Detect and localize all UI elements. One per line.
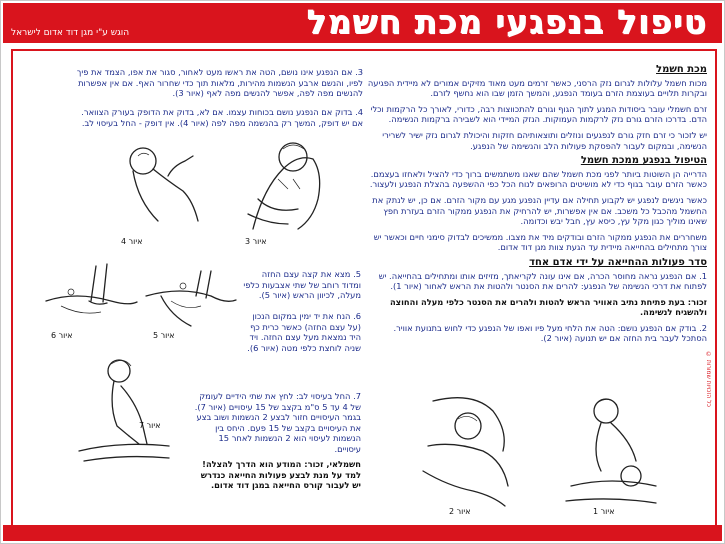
section-title-treatment: הטיפול בנפגע ממכת חשמל	[580, 155, 707, 167]
content-panel	[11, 49, 717, 527]
paragraph: יש לזכור כי זרם חזק גורם לנפגעים ונוזלים ותוצאותיהם חזקות והיכולת לגרום נזק ישיר לשרירי הנשימה, ובמקום לעבור להפסקת פעולות הלב והנשימה של הנפגע.	[382, 129, 707, 151]
step-5-text	[243, 269, 361, 306]
paragraph: זרם חשמלי עובר ביסודות המגע לתוך הגוף וגורם להתכווצות רבה, כדורי, לאורך כל הרקמות וכלי הדם. בדרכו הזרם גורם נזק לרקמות העמוקות. הנזק המיידי הוא לשבירה ברקמות הנשימה.	[370, 103, 707, 125]
paragraph: 4. בדוק אם הנפגע נושם בכוחות עצמו. אם לא, בדוק את הדופק בעורק הצוואר. אם יש דופק, המשך רק בהנשמה מפה לפה (איור 4). אין דופק - החל בעיסוי לב.	[81, 107, 363, 128]
page-title: טיפול בנפגעי מכת חשמל	[307, 3, 708, 42]
paragraph: 5. מצא את קצה עצם החזה ומדוד רוחב של שתי אצבעות כלפי מעלה, לכיוון הראש (איור 5).	[243, 269, 361, 301]
caption-fig4: איור 4	[121, 237, 143, 246]
caption-fig7: איור 7	[139, 421, 161, 430]
footer-band	[3, 525, 722, 541]
illustration-pulse-check	[113, 131, 203, 241]
paragraph: הדרייה הן השוטות ביותר לפני מכת חשמל שהם שאנו משתמשים ברוך כדי להציל ולאחזו בעצמם. כאשר הזרם עובר בגוף כדי לא מושיטים הרופאים לנוח הכל כפי ההשפעה בהצלת הנפגע ולעצור.	[369, 168, 707, 190]
header-banner	[3, 3, 722, 43]
step-8-text	[191, 459, 361, 496]
step-6-text	[243, 311, 361, 358]
paragraph: 1. אם הנפגע נראה מחוסר הכרה, אם אינו עונה לקריאתך, מזיזים אותו ומתחילים בהחייאה. יש לפתוח את דרכי הנשימה של הנפגע: להרים את הסנטר ולהטות את הראש לאחור (איור 1).	[378, 270, 707, 292]
paragraph: 2. בודק אם הנפגע נושם: הטה את הלחי מעל פיו ואפו של הנפגע כדי לחוש בתנועת אוויר. הסתכל לעבר בית החזה אם יש תנועה (איור 2).	[393, 322, 707, 344]
illustration-hand-position	[41, 256, 141, 334]
paragraph: חשמלאי, זכור: המודע הוא הדרך להצלה! למד על מנת לבצע פעולות החייאה כנדרש יש לעבור קורס החייאה במגן דוד אדום.	[200, 459, 361, 491]
section-title-electric-shock: מכת חשמל	[656, 64, 707, 75]
paragraph: 3. אם הנפגע אינו נושם, הטה את ראשו מעט לאחור, סגור את אפו, הצמד את פיך לפיו, והנשם ארבע הנשמות מהירות, מלאות תוך כדי שחרור האף. אם אין אפשרות להנשים מפה לפה, אפשר להנשים מפה לאף (איור 3).	[76, 67, 363, 99]
section-title-cpr-order: סדר פעולות ההחייאה על ידי אדם אחד	[529, 256, 707, 268]
illustration-mouth-to-mouth	[238, 129, 328, 239]
illustration-sternum-locate	[141, 256, 241, 334]
paragraph-note: זכור: בעת פתיחת נתיב האוויר הראש להטות ולהרים את הסנטר כלפי מעלה והחוצה ולהשגיח לנשימה.	[389, 296, 707, 318]
step-7-text	[191, 391, 361, 460]
illustration-airway-open	[561, 391, 661, 511]
step-3-text	[73, 67, 363, 104]
page-subtitle: הוגש ע"י מגן דוד אדום לישראל	[11, 28, 130, 38]
paragraph: משחררים את הנפגע ממקור הזרם ובודקים מיד את מצבו. ממשיכים לבדוק סימני חיים וכאשר יש צורך מתחילים בהחייאה מיידית עד הגעת צוות מגן דוד אדום.	[373, 231, 707, 253]
caption-fig6: איור 6	[51, 331, 73, 340]
right-column	[367, 65, 707, 349]
caption-fig2: איור 2	[449, 507, 471, 516]
paragraph: כאשר ניגשים לנפגע יש לקבוע תחילה אם עדיין הנפגע מגע עם מקור הזרם. אם כן, יש לנתק את החשמל מהכבל כל משכב. אם אין אפשרות, יש להרחיק את הנפגע ממקור הזרם בעזרת חפץ שאינו מוליך כגון מקל עץ, כיסא עץ, חבל יבש וכדומה.	[372, 194, 707, 227]
paragraph: 7. החל בעיסוי לב: לחץ את שתי הידיים לעומק של 4 עד 5 ס"מ בקצב של 15 עיסויים (איור 7). בגמר העיסויים חזור לבצע 2 הנשמות ושוב בצע את העיסויים בקצב של 15 פעם. היחס בין הנשמות לעיסוי הוא 2 הנשמות לאחר 15 עיסויים.	[194, 391, 361, 454]
illustration-breathing-check	[413, 391, 513, 511]
paragraph: 6. הנח את יד ימין במקום הנכון (על עצם החזה) כאשר כרית כף היד נמצאת מעל עצם החזה. ויד שניה לוחצת כלפי מטה (איור 6).	[247, 311, 361, 353]
caption-fig5: איור 5	[153, 331, 175, 340]
caption-fig3: איור 3	[245, 237, 267, 246]
caption-fig1: איור 1	[593, 507, 615, 516]
illustration-chest-compression	[69, 356, 179, 476]
paragraph: מכות חשמל עלולות לגרום נזק הרסני, כאשר זרמים מעט מאוד מזיקים אמורים לא מיידית הפגיעה ובקרות תלויים בעוצמת הזרם בעומד הנפגע, והמשך הזמן שבו הוא נחשף לזרם.	[367, 77, 707, 99]
copyright-note: © כל הזכויות שמורות	[705, 351, 712, 407]
